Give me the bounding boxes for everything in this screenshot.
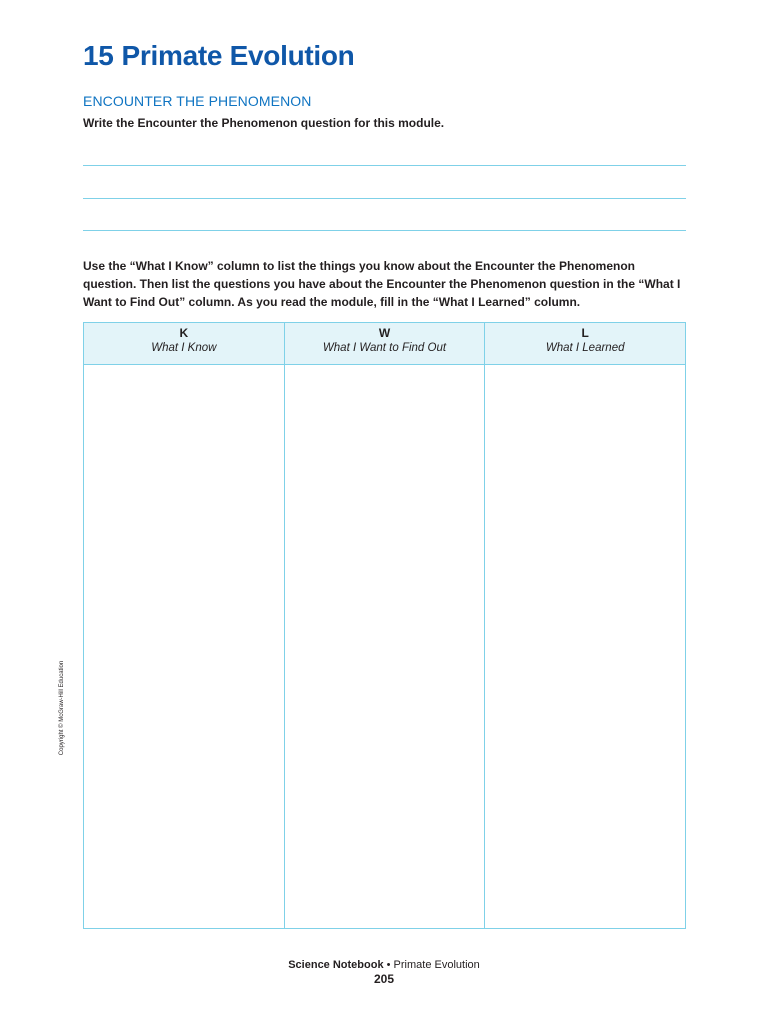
kwl-label-w: What I Want to Find Out [322,342,447,354]
kwl-column-l [485,323,685,928]
kwl-column-k [84,323,285,928]
answer-line-1[interactable] [83,165,686,166]
kwl-letter-k: K [179,326,189,340]
module-title: Primate Evolution [121,40,355,71]
kwl-instructions: Use the “What I Know” column to list the things you know about the Encounter the Phenomenon question. Then list the questions you have about the Encounter the Phenomenon question in the “What I Want to Find Out” column. As you read the module, fill in the “What I Learned” column. [83,259,681,309]
kwl-cell-l[interactable] [485,365,685,928]
kwl-cell-w[interactable] [285,365,485,928]
answer-line-3[interactable] [83,230,686,231]
kwl-header-w [285,323,485,365]
encounter-prompt: Write the Encounter the Phenomenon question for this module. [83,116,445,130]
kwl-label-k: What I Know [151,342,217,354]
page-title [83,40,355,72]
kwl-header-l [485,323,685,365]
footer-book-title: Science Notebook [288,959,384,971]
footer-separator: • [383,959,394,971]
module-number: 15 [83,40,114,71]
page-number: 205 [373,972,395,986]
kwl-chart [83,322,686,929]
kwl-label-l: What I Learned [545,342,625,354]
section-heading: ENCOUNTER THE PHENOMENON [83,93,312,109]
answer-line-2[interactable] [83,198,686,199]
footer-chapter: Primate Evolution [393,959,480,971]
kwl-letter-l: L [581,326,589,340]
page-footer [0,958,768,973]
kwl-header-k [84,323,284,365]
kwl-column-w [285,323,486,928]
kwl-letter-w: W [378,326,391,340]
copyright-text: Copyright © McGraw-Hill Education [59,660,65,756]
kwl-cell-k[interactable] [84,365,284,928]
